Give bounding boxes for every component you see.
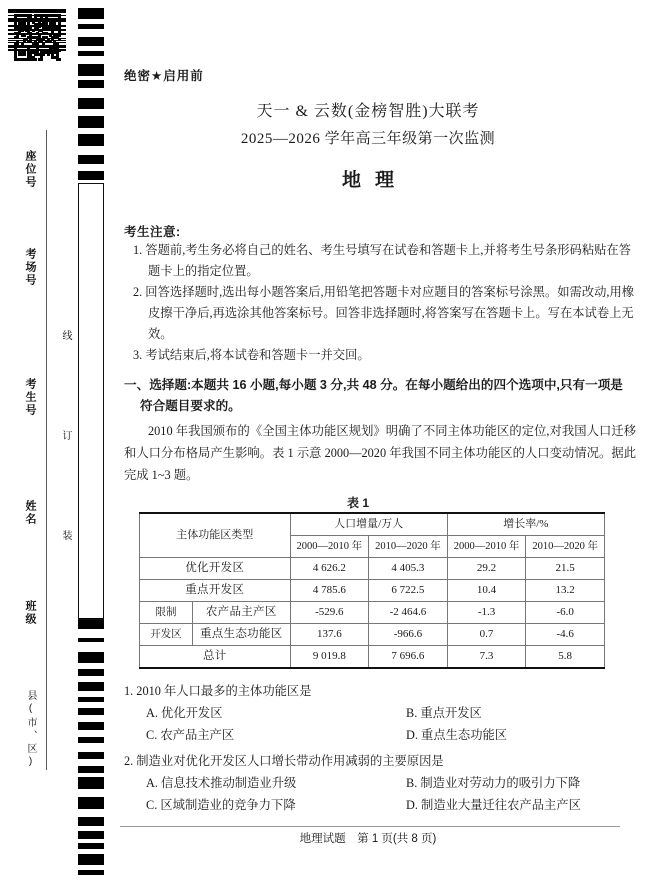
question-1-option-d[interactable]: D. 重点生态功能区 bbox=[406, 728, 508, 742]
cell-rate-2000-2010: -1.3 bbox=[447, 602, 526, 624]
cell-pop-2000-2010: 4 626.2 bbox=[290, 558, 369, 580]
question-1-options-row-1 bbox=[124, 702, 640, 724]
section-heading-line1: 一、选择题:本题共 16 小题,每小题 3 分,共 48 分。在每小题给出的四个选项中,只有一项是 bbox=[124, 378, 623, 392]
notice-heading: 考生注意: bbox=[124, 225, 181, 239]
cell-rate-2010-2020: -4.6 bbox=[526, 624, 605, 646]
row-group-label-restricted-line2: 开发区 bbox=[140, 624, 193, 646]
question-2 bbox=[124, 750, 640, 816]
cell-pop-2000-2010: -529.6 bbox=[290, 602, 369, 624]
binding-mark-xian: 线 bbox=[60, 330, 71, 343]
table-row bbox=[140, 558, 605, 580]
cell-pop-2000-2010: 9 019.8 bbox=[290, 646, 369, 669]
cell-pop-2000-2010: 137.6 bbox=[290, 624, 369, 646]
binding-mark-zhuang: 装 bbox=[60, 530, 71, 543]
exam-page-content bbox=[108, 0, 650, 893]
notice-item-1: 1. 答题前,考生务必将自己的姓名、考生号填写在试卷和答题卡上,并将考生号条形码粘贴在答题卡上的指定位置。 bbox=[133, 243, 632, 278]
footer-divider bbox=[120, 826, 620, 827]
cell-pop-2000-2010: 4 785.6 bbox=[290, 580, 369, 602]
field-label-name: 姓名 bbox=[24, 500, 36, 526]
cell-rate-2010-2020: -6.0 bbox=[526, 602, 605, 624]
field-label-seat: 座位号 bbox=[24, 150, 36, 189]
table-row bbox=[140, 646, 605, 669]
passage-text: 2010 年我国颁布的《全国主体功能区规划》明确了不同主体功能区的定位,对我国人口迁移和人口分布格局产生影响。表 1 示意 2000—2020 年我国不同主体功能区的人口变动情况。据此完成 1~3 题。 bbox=[124, 424, 636, 482]
exam-binding-strip bbox=[0, 0, 105, 893]
question-1-option-a[interactable]: A. 优化开发区 bbox=[146, 706, 223, 720]
question-1-stem: 1. 2010 年人口最多的主体功能区是 bbox=[124, 684, 312, 698]
notice-item-2: 2. 回答选择题时,选出每小题答案后,用铅笔把答题卡对应题目的答案标号涂黑。如需改动,用橡皮擦干净后,再选涂其他答案标号。回答非选择题时,将答案写在答题卡上。写在本试卷上无效。 bbox=[133, 285, 635, 341]
table-caption: 表 1 bbox=[346, 496, 369, 510]
cell-pop-2010-2020: 7 696.6 bbox=[369, 646, 448, 669]
question-1-option-b[interactable]: B. 重点开发区 bbox=[406, 706, 482, 720]
field-label-class: 班级 bbox=[24, 600, 36, 626]
table-row bbox=[140, 602, 605, 624]
table-header-period-pop-1: 2000—2010 年 bbox=[290, 536, 369, 558]
exam-name-title: 2025—2026 学年高三年级第一次监测 bbox=[240, 131, 496, 147]
row-name: 重点生态功能区 bbox=[193, 624, 291, 646]
row-group-label-restricted-line1: 限制 bbox=[140, 602, 193, 624]
table-header-period-pop-2: 2010—2020 年 bbox=[369, 536, 448, 558]
table-row bbox=[140, 624, 605, 646]
population-change-table bbox=[139, 512, 605, 669]
question-1-option-c[interactable]: C. 农产品主产区 bbox=[146, 728, 235, 742]
field-label-county: 县(市、区) bbox=[25, 690, 36, 770]
ladder-barcode bbox=[78, 8, 104, 886]
cell-rate-2000-2010: 29.2 bbox=[447, 558, 526, 580]
row-name: 农产品主产区 bbox=[193, 602, 291, 624]
data-table-wrapper bbox=[139, 512, 605, 669]
field-label-examinee: 考生号 bbox=[24, 378, 36, 417]
table-header-period-rate-2: 2010—2020 年 bbox=[526, 536, 605, 558]
exam-organization-title: 天一 & 云数(金榜智胜)大联考 bbox=[256, 103, 480, 120]
table-header-type: 主体功能区类型 bbox=[140, 513, 291, 558]
page-footer: 地理试题 第 1 页(共 8 页) bbox=[299, 833, 437, 845]
table-header-period-rate-1: 2000—2010 年 bbox=[447, 536, 526, 558]
cell-pop-2010-2020: 6 722.5 bbox=[369, 580, 448, 602]
question-passage bbox=[124, 420, 636, 486]
cell-rate-2000-2010: 0.7 bbox=[447, 624, 526, 646]
field-label-room: 考场号 bbox=[24, 248, 36, 287]
table-header-growth-group: 增长率/% bbox=[447, 513, 604, 536]
question-2-stem: 2. 制造业对优化开发区人口增长带动作用减弱的主要原因是 bbox=[124, 754, 444, 768]
question-1 bbox=[124, 680, 640, 746]
question-2-option-d[interactable]: D. 制造业大量迁往农产品主产区 bbox=[406, 798, 581, 812]
question-2-option-c[interactable]: C. 区域制造业的竞争力下降 bbox=[146, 798, 296, 812]
question-2-option-a[interactable]: A. 信息技术推动制造业升级 bbox=[146, 776, 297, 790]
cell-rate-2000-2010: 7.3 bbox=[447, 646, 526, 669]
cell-rate-2010-2020: 13.2 bbox=[526, 580, 605, 602]
question-2-options-row-2 bbox=[124, 794, 640, 816]
cell-rate-2000-2010: 10.4 bbox=[447, 580, 526, 602]
notice-item-3: 3. 考试结束后,将本试卷和答题卡一并交回。 bbox=[133, 348, 370, 362]
label-column-rule bbox=[46, 130, 47, 770]
table-row bbox=[140, 580, 605, 602]
question-2-options-row-1 bbox=[124, 772, 640, 794]
section-heading bbox=[124, 375, 636, 417]
page-title: 地理 bbox=[341, 170, 408, 191]
cell-pop-2010-2020: -966.6 bbox=[369, 624, 448, 646]
cell-rate-2010-2020: 5.8 bbox=[526, 646, 605, 669]
row-name: 总计 bbox=[140, 646, 291, 669]
row-name: 重点开发区 bbox=[140, 580, 291, 602]
cell-pop-2010-2020: 4 405.3 bbox=[369, 558, 448, 580]
row-name: 优化开发区 bbox=[140, 558, 291, 580]
question-1-options-row-2 bbox=[124, 724, 640, 746]
table-header-population-group: 人口增量/万人 bbox=[290, 513, 447, 536]
barcode-top bbox=[8, 6, 66, 51]
cell-rate-2010-2020: 21.5 bbox=[526, 558, 605, 580]
cell-pop-2010-2020: -2 464.6 bbox=[369, 602, 448, 624]
binding-mark-ding: 订 bbox=[60, 430, 71, 443]
notice-list bbox=[124, 240, 636, 366]
question-2-option-b[interactable]: B. 制造业对劳动力的吸引力下降 bbox=[406, 776, 581, 790]
section-heading-line2: 符合题目要求的。 bbox=[140, 399, 241, 413]
secret-notice: 绝密★启用前 bbox=[124, 69, 204, 83]
